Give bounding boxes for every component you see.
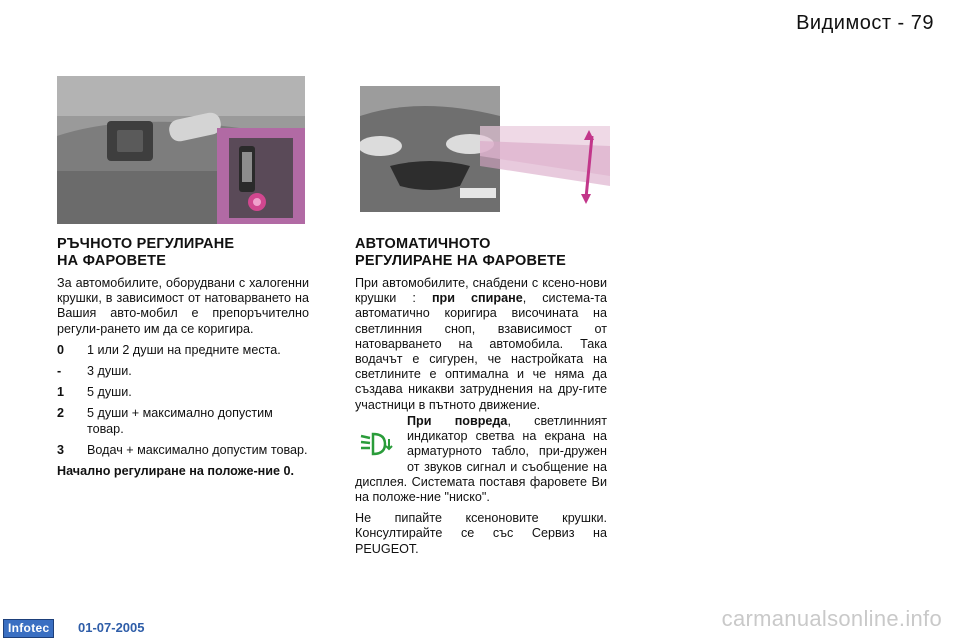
load-positions-list xyxy=(57,343,309,458)
headlamp-thumbwheel-photo xyxy=(57,76,305,224)
manual-intro-paragraph: За автомобилите, оборудвани с халогенни крушки, в зависимост от натоварването на Вашия авто-мобил е препоръчително регули-рането им да се коригира. xyxy=(57,276,309,336)
car-headlight-beam-photo xyxy=(360,86,610,212)
load-position-text: 5 души. xyxy=(87,385,132,400)
load-position-item xyxy=(57,385,309,400)
load-position-item xyxy=(57,364,309,379)
automatic-adjustment-heading xyxy=(355,236,615,270)
manual-adjustment-heading xyxy=(57,236,317,270)
load-position-key: 1 xyxy=(57,385,65,400)
initial-setting-note: Начално регулиране на положе-ние 0. xyxy=(57,464,294,479)
auto-intro-bold: при спиране xyxy=(431,291,523,306)
load-position-text: Водач + максимално допустим товар. xyxy=(87,442,308,457)
footer-date: 01-07-2005 xyxy=(78,620,145,635)
auto-intro-paragraph xyxy=(355,276,607,413)
auto-intro-pre: При автомобилите, снабдени с ксено-нови крушки : xyxy=(355,276,607,306)
infotec-logo: Infotec xyxy=(3,619,54,638)
load-position-key: - xyxy=(57,364,62,379)
auto-heading-line2: РЕГУЛИРАНЕ НА ФАРОВЕТЕ xyxy=(355,253,566,269)
site-watermark: carmanualsonline.info xyxy=(721,606,942,631)
load-position-text: 5 души + максимално допустим товар. xyxy=(87,406,273,436)
fault-warning-text: , светлинният индикатор светва на екрана на арматурното табло, при-дружен от звуков сигнал и съобщение на дисплея. Системата поставя фаровете Ви на положе-ние "ниско". xyxy=(355,414,607,505)
automatic-adjustment-column xyxy=(355,276,607,419)
load-position-item xyxy=(57,406,309,436)
headlamp-warning-icon xyxy=(355,422,399,466)
load-position-item xyxy=(57,343,309,358)
fault-warning-bold: При повреда xyxy=(407,414,508,428)
page-title: Видимост - 79 xyxy=(796,12,934,34)
load-position-key: 0 xyxy=(57,342,65,357)
xenon-note: Не пипайте ксеноновите крушки. Консултирайте се със Сервиз на PEUGEOT. xyxy=(355,511,607,556)
load-position-key: 3 xyxy=(57,442,65,457)
auto-heading-line1: АВТОМАТИЧНОТО xyxy=(355,236,491,252)
manual-adjustment-column xyxy=(57,276,309,485)
load-position-item xyxy=(57,443,309,458)
auto-intro-post: , система-та автоматично коригира височината на светлинния сноп, взависимост от натоварването на автомобила. Така водачът е сигурен, че настройката на светлините е оптимална и че няма да създава никакви затруднения на дру-гите участници в пътното движение. xyxy=(355,291,608,412)
manual-heading-line2: НА ФАРОВЕТЕ xyxy=(57,253,167,269)
fault-warning-block xyxy=(355,414,607,557)
load-position-key: 2 xyxy=(57,406,65,421)
manual-heading-line1: РЪЧНОТО РЕГУЛИРАНЕ xyxy=(57,236,235,252)
load-position-text: 1 или 2 души на предните места. xyxy=(87,342,281,357)
load-position-text: 3 души. xyxy=(87,364,132,379)
